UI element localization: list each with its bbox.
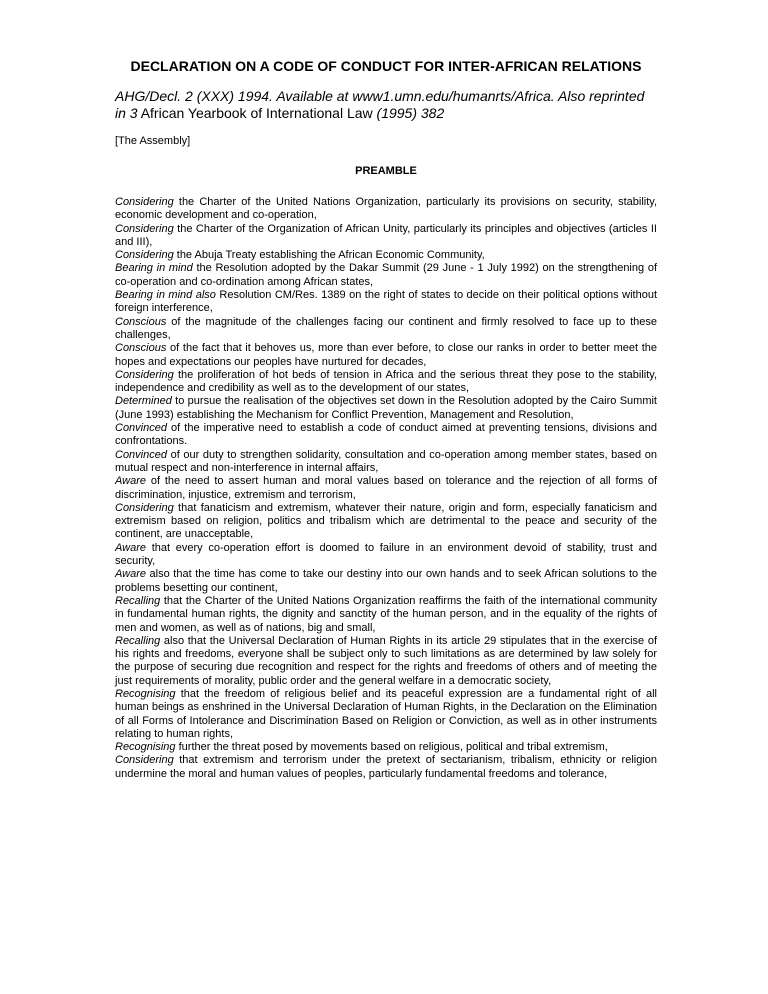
preamble-clause [115, 289, 657, 316]
clause-text: that the freedom of religious belief and its peaceful expression are a fundamental right of all human beings as enshrined in the Universal Declaration of Human Rights, in the Declaration on the Elimination of all Forms of Intolerance and Discrimination Based on Religion or Conviction, as well as in other instruments relating to human rights, [115, 687, 657, 740]
citation-reference: AHG/Decl. 2 (XXX) 1994. Available at www1.umn.edu/humanrts/Africa. Also reprinted in 3 [115, 88, 645, 121]
clause-text: that every co-operation effort is doomed to failure in an environment devoid of stability, trust and security, [115, 541, 657, 568]
clause-lead: Considering [115, 249, 174, 262]
preamble-clause [115, 635, 657, 688]
clause-text: of the magnitude of the challenges facing our continent and firmly resolved to face up to these challenges, [115, 315, 657, 341]
preamble-clause [115, 688, 657, 741]
clause-text: also that the time has come to take our destiny into our own hands and to seek African solutions to the problems besetting our continent, [115, 568, 657, 594]
assembly-label: [The Assembly] [115, 135, 191, 147]
preamble-heading: PREAMBLE [355, 165, 417, 177]
preamble-clause [115, 316, 657, 343]
clause-text: of our duty to strengthen solidarity, consultation and co-operation among member states, based on mutual respect and non-interference in internal affairs, [115, 448, 657, 474]
clause-lead: Aware [115, 568, 146, 581]
clause-text: also that the Universal Declaration of Human Rights in its article 29 stipulates that in the exercise of his rights and freedoms, everyone shall be subject only to such limitations as are determined by law solely for the purpose of securing due recognition and respect for the rights and freedoms of others and of meeting the just requirements of morality, public order and the general welfare in a democratic society, [115, 634, 657, 687]
clause-text: that the Charter of the United Nations Organization reaffirms the faith of the international community in fundamental human rights, the dignity and sanctity of the human person, and in the equality of the rights of men and women, as well as of nations, big and small, [115, 594, 657, 634]
preamble-clause [115, 754, 657, 781]
document-title: DECLARATION ON A CODE OF CONDUCT FOR INTER-AFRICAN RELATIONS [130, 58, 642, 74]
preamble-clause [115, 369, 657, 396]
clause-lead: Considering [115, 368, 174, 381]
preamble-clause [115, 223, 657, 250]
preamble-clause [115, 568, 657, 595]
clause-text: the Abuja Treaty establishing the African Economic Community, [173, 249, 485, 262]
clause-lead: Considering [115, 222, 174, 235]
clause-text: to pursue the realisation of the objectives set down in the Resolution adopted by the Cairo Summit (June 1993) establishing the Mechanism for Conflict Prevention, Management and Resolution, [115, 395, 657, 421]
clause-lead: Considering [115, 196, 174, 208]
clause-text: the Charter of the Organization of African Unity, particularly its principles and objectives (articles II and III), [115, 222, 657, 248]
clause-text: the Charter of the United Nations Organization, particularly its provisions on security, stability, economic development and co-operation, [115, 196, 657, 222]
citation-yearbook: African Yearbook of International Law [137, 105, 377, 121]
clause-lead: Conscious [115, 315, 167, 328]
preamble-clause [115, 741, 657, 754]
preamble-clause [115, 475, 657, 502]
clause-text: Resolution CM/Res. 1389 on the right of states to decide on their political options without foreign interference, [115, 289, 657, 315]
citation-page: (1995) 382 [376, 105, 445, 121]
clause-text: of the fact that it behoves us, more than ever before, to close our ranks in order to better meet the hopes and expectations our peoples have nurtured for decades, [115, 342, 657, 368]
preamble-clause [115, 196, 657, 223]
clause-text: the Resolution adopted by the Dakar Summit (29 June - 1 July 1992) on the strengthening of co-operation and co-ordination among African states, [115, 262, 657, 288]
preamble-clause [115, 342, 657, 369]
clause-lead: Recognising [115, 741, 176, 754]
preamble-clauses [115, 196, 657, 781]
preamble-clause [115, 249, 657, 262]
clause-lead: Aware [115, 541, 146, 554]
clause-lead: Bearing in mind [115, 262, 193, 275]
clause-lead: Recalling [115, 594, 161, 607]
clause-lead: Recalling [115, 634, 161, 647]
clause-lead: Conscious [115, 342, 167, 355]
clause-text: of the imperative need to establish a code of conduct aimed at preventing tensions, divisions and confrontations. [115, 422, 657, 448]
clause-text: the proliferation of hot beds of tension in Africa and the serious threat they pose to the stability, independence and credibility as well as to the development of our states, [115, 368, 657, 395]
clause-text: further the threat posed by movements based on religious, political and tribal extremism, [175, 741, 608, 754]
clause-lead: Considering [115, 754, 174, 767]
preamble-clause [115, 595, 657, 635]
citation [115, 88, 657, 122]
clause-lead: Convinced [115, 448, 167, 461]
clause-lead: Determined [115, 395, 172, 408]
clause-lead: Convinced [115, 422, 167, 435]
preamble-clause [115, 502, 657, 542]
clause-lead: Bearing in mind also [115, 289, 216, 302]
preamble-clause [115, 262, 657, 289]
clause-lead: Aware [115, 475, 146, 488]
preamble-clause [115, 449, 657, 476]
preamble-clause [115, 422, 657, 449]
clause-text: of the need to assert human and moral values based on tolerance and the rejection of all forms of discrimination, injustice, extremism and terrorism, [115, 475, 657, 501]
clause-text: that extremism and terrorism under the pretext of sectarianism, tribalism, ethnicity or religion undermine the moral and human values of peoples, particularly fundamental freedoms and tolerance, [115, 754, 657, 780]
clause-lead: Considering [115, 501, 174, 514]
preamble-clause [115, 395, 657, 422]
clause-text: that fanaticism and extremism, whatever their nature, origin and form, especially fanaticism and extremism based on religion, politics and tribalism which are detrimental to the peace and security of the continent, are unacceptable, [115, 501, 657, 541]
preamble-clause [115, 542, 657, 569]
clause-lead: Recognising [115, 687, 176, 700]
